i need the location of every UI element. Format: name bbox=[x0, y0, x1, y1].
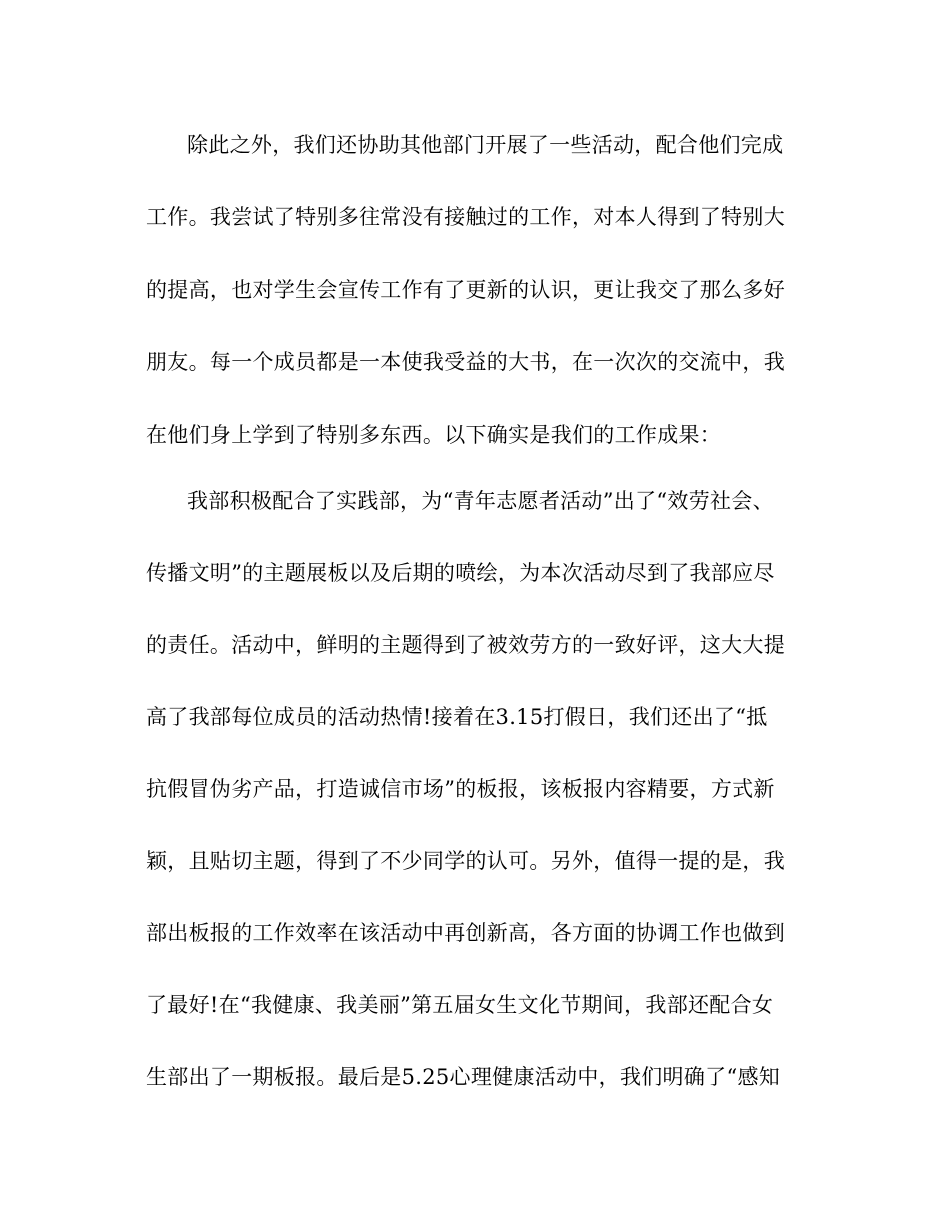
paragraph-1-line-3: 的提高，也对学生会宣传工作有了更新的认识，更让我交了那么多好 bbox=[146, 278, 785, 302]
paragraph-2-line-5: 抗假冒伪劣产品，打造诚信市场”的板报，该板报内容精要，方式新 bbox=[146, 777, 775, 801]
paragraph-2-line-6: 颖，且贴切主题，得到了不少同学的认可。另外，值得一提的是，我 bbox=[146, 849, 785, 873]
paragraph-2-line-2: 传播文明”的主题展板以及后期的喷绘，为本次活动尽到了我部应尽 bbox=[146, 561, 775, 585]
paragraph-2-line-9: 生部出了一期板报。最后是5.25心理健康活动中，我们明确了“感知 bbox=[146, 1065, 781, 1089]
paragraph-1-line-4: 朋友。每一个成员都是一本使我受益的大书，在一次次的交流中，我 bbox=[146, 350, 785, 374]
paragraph-1-line-5: 在他们身上学到了特别多东西。以下确实是我们的工作成果： bbox=[146, 423, 722, 447]
paragraph-2-line-7: 部出板报的工作效率在该活动中再创新高，各方面的协调工作也做到 bbox=[146, 921, 785, 945]
paragraph-2-line-1: 我部积极配合了实践部，为“青年志愿者活动”出了“效劳社会、 bbox=[187, 489, 774, 513]
paragraph-2-line-4: 高了我部每位成员的活动热情!接着在3.15打假日，我们还出了“抵 bbox=[146, 705, 768, 729]
paragraph-2-line-8: 了最好!在“我健康、我美丽”第五届女生文化节期间，我部还配合女 bbox=[146, 993, 774, 1017]
paragraph-1-line-1: 除此之外，我们还协助其他部门开展了一些活动，配合他们完成 bbox=[187, 133, 784, 157]
paragraph-1-line-2: 工作。我尝试了特别多往常没有接触过的工作，对本人得到了特别大 bbox=[146, 205, 785, 229]
paragraph-2-line-3: 的责任。活动中，鲜明的主题得到了被效劳方的一致好评，这大大提 bbox=[146, 633, 785, 657]
